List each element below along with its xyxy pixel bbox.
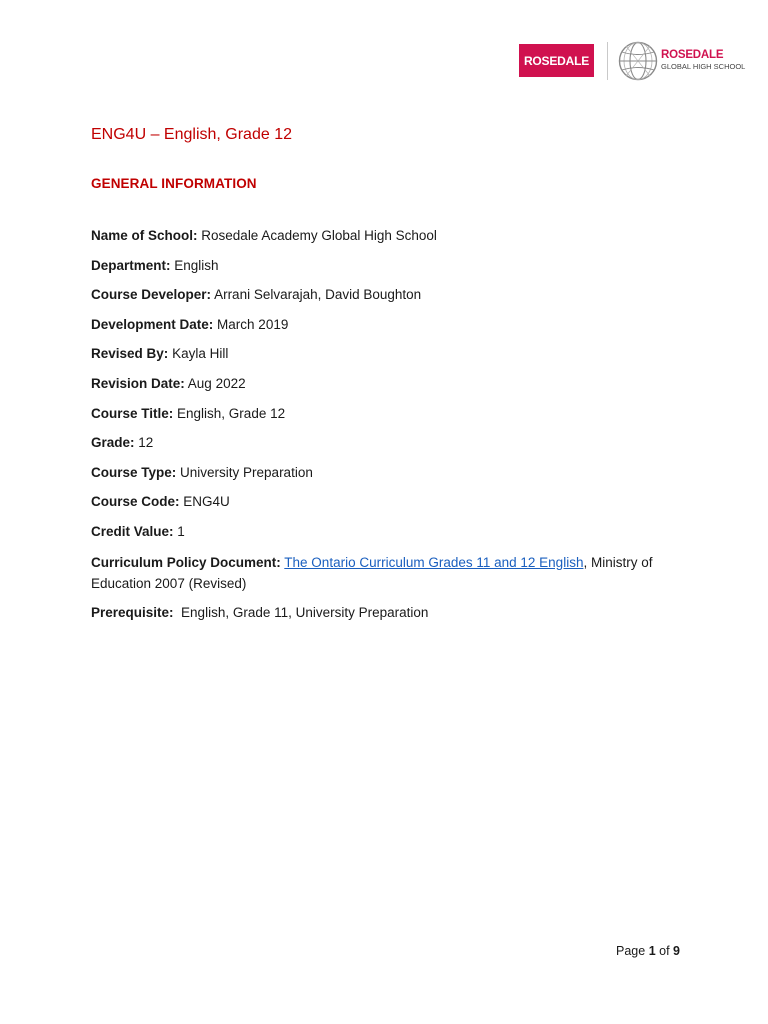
rosedale-wordmark [661, 50, 745, 70]
field-label: Prerequisite: [91, 604, 174, 620]
field-value: March 2019 [217, 316, 289, 332]
info-row-revision-date [91, 374, 676, 404]
section-heading: GENERAL INFORMATION [91, 176, 257, 191]
info-row-prerequisite [91, 603, 676, 633]
field-value: Kayla Hill [172, 346, 229, 362]
info-row-grade [91, 433, 676, 463]
total-pages: 9 [673, 944, 680, 958]
globe-icon [617, 40, 659, 82]
field-label: Course Title: [91, 405, 174, 421]
field-label: Course Code: [91, 494, 180, 510]
page-word: Page [616, 944, 646, 958]
field-label: Revision Date: [91, 375, 185, 391]
field-value: ENG4U [183, 494, 230, 510]
info-row-department [91, 256, 676, 286]
info-row-development-date [91, 315, 676, 345]
general-info-list [91, 226, 676, 632]
field-label: Revised By: [91, 346, 169, 362]
field-value: English [174, 257, 219, 273]
field-label: Grade: [91, 435, 135, 451]
of-word: of [659, 944, 670, 958]
field-value: 12 [138, 435, 154, 451]
field-label: Name of School: [91, 228, 198, 243]
current-page: 1 [648, 944, 656, 958]
field-value: English, Grade 12 [177, 405, 286, 421]
info-row-course-developer [91, 285, 676, 315]
field-value: University Preparation [180, 464, 313, 480]
info-row-revised-by [91, 344, 676, 374]
field-label: Course Type: [91, 464, 177, 480]
info-row-course-title [91, 404, 676, 434]
curriculum-document-link[interactable]: The Ontario Curriculum Grades 11 and 12 English [284, 554, 584, 570]
info-row-curriculum-policy [91, 552, 676, 594]
info-row-credit-value [91, 522, 676, 552]
field-value: , Ministry of Education 2007 (Revised) [91, 554, 653, 591]
field-value: Rosedale Academy Global High School [201, 228, 437, 243]
info-row-course-code [91, 492, 676, 522]
field-value: Aug 2022 [187, 375, 246, 391]
info-row-school-name [91, 226, 676, 256]
field-label: Department: [91, 257, 171, 273]
rosedale-logo-box [519, 44, 594, 77]
header-logos [519, 40, 749, 84]
field-label: Course Developer: [91, 287, 212, 303]
field-label: Development Date: [91, 316, 214, 332]
logo-divider [607, 42, 608, 80]
rosedale-logo-text: ROSEDALE [523, 53, 590, 68]
wordmark-subtitle: GLOBAL HIGH SCHOOL [661, 61, 746, 71]
field-label: Curriculum Policy Document: [91, 554, 281, 570]
page-number [616, 944, 680, 958]
wordmark-title: ROSEDALE [661, 49, 724, 61]
field-value: English, Grade 11, University Preparation [181, 604, 429, 620]
field-value: 1 [177, 523, 185, 539]
course-heading: ENG4U – English, Grade 12 [91, 126, 292, 143]
field-label: Credit Value: [91, 523, 174, 539]
field-value: Arrani Selvarajah, David Boughton [214, 287, 422, 303]
info-row-course-type [91, 463, 676, 493]
